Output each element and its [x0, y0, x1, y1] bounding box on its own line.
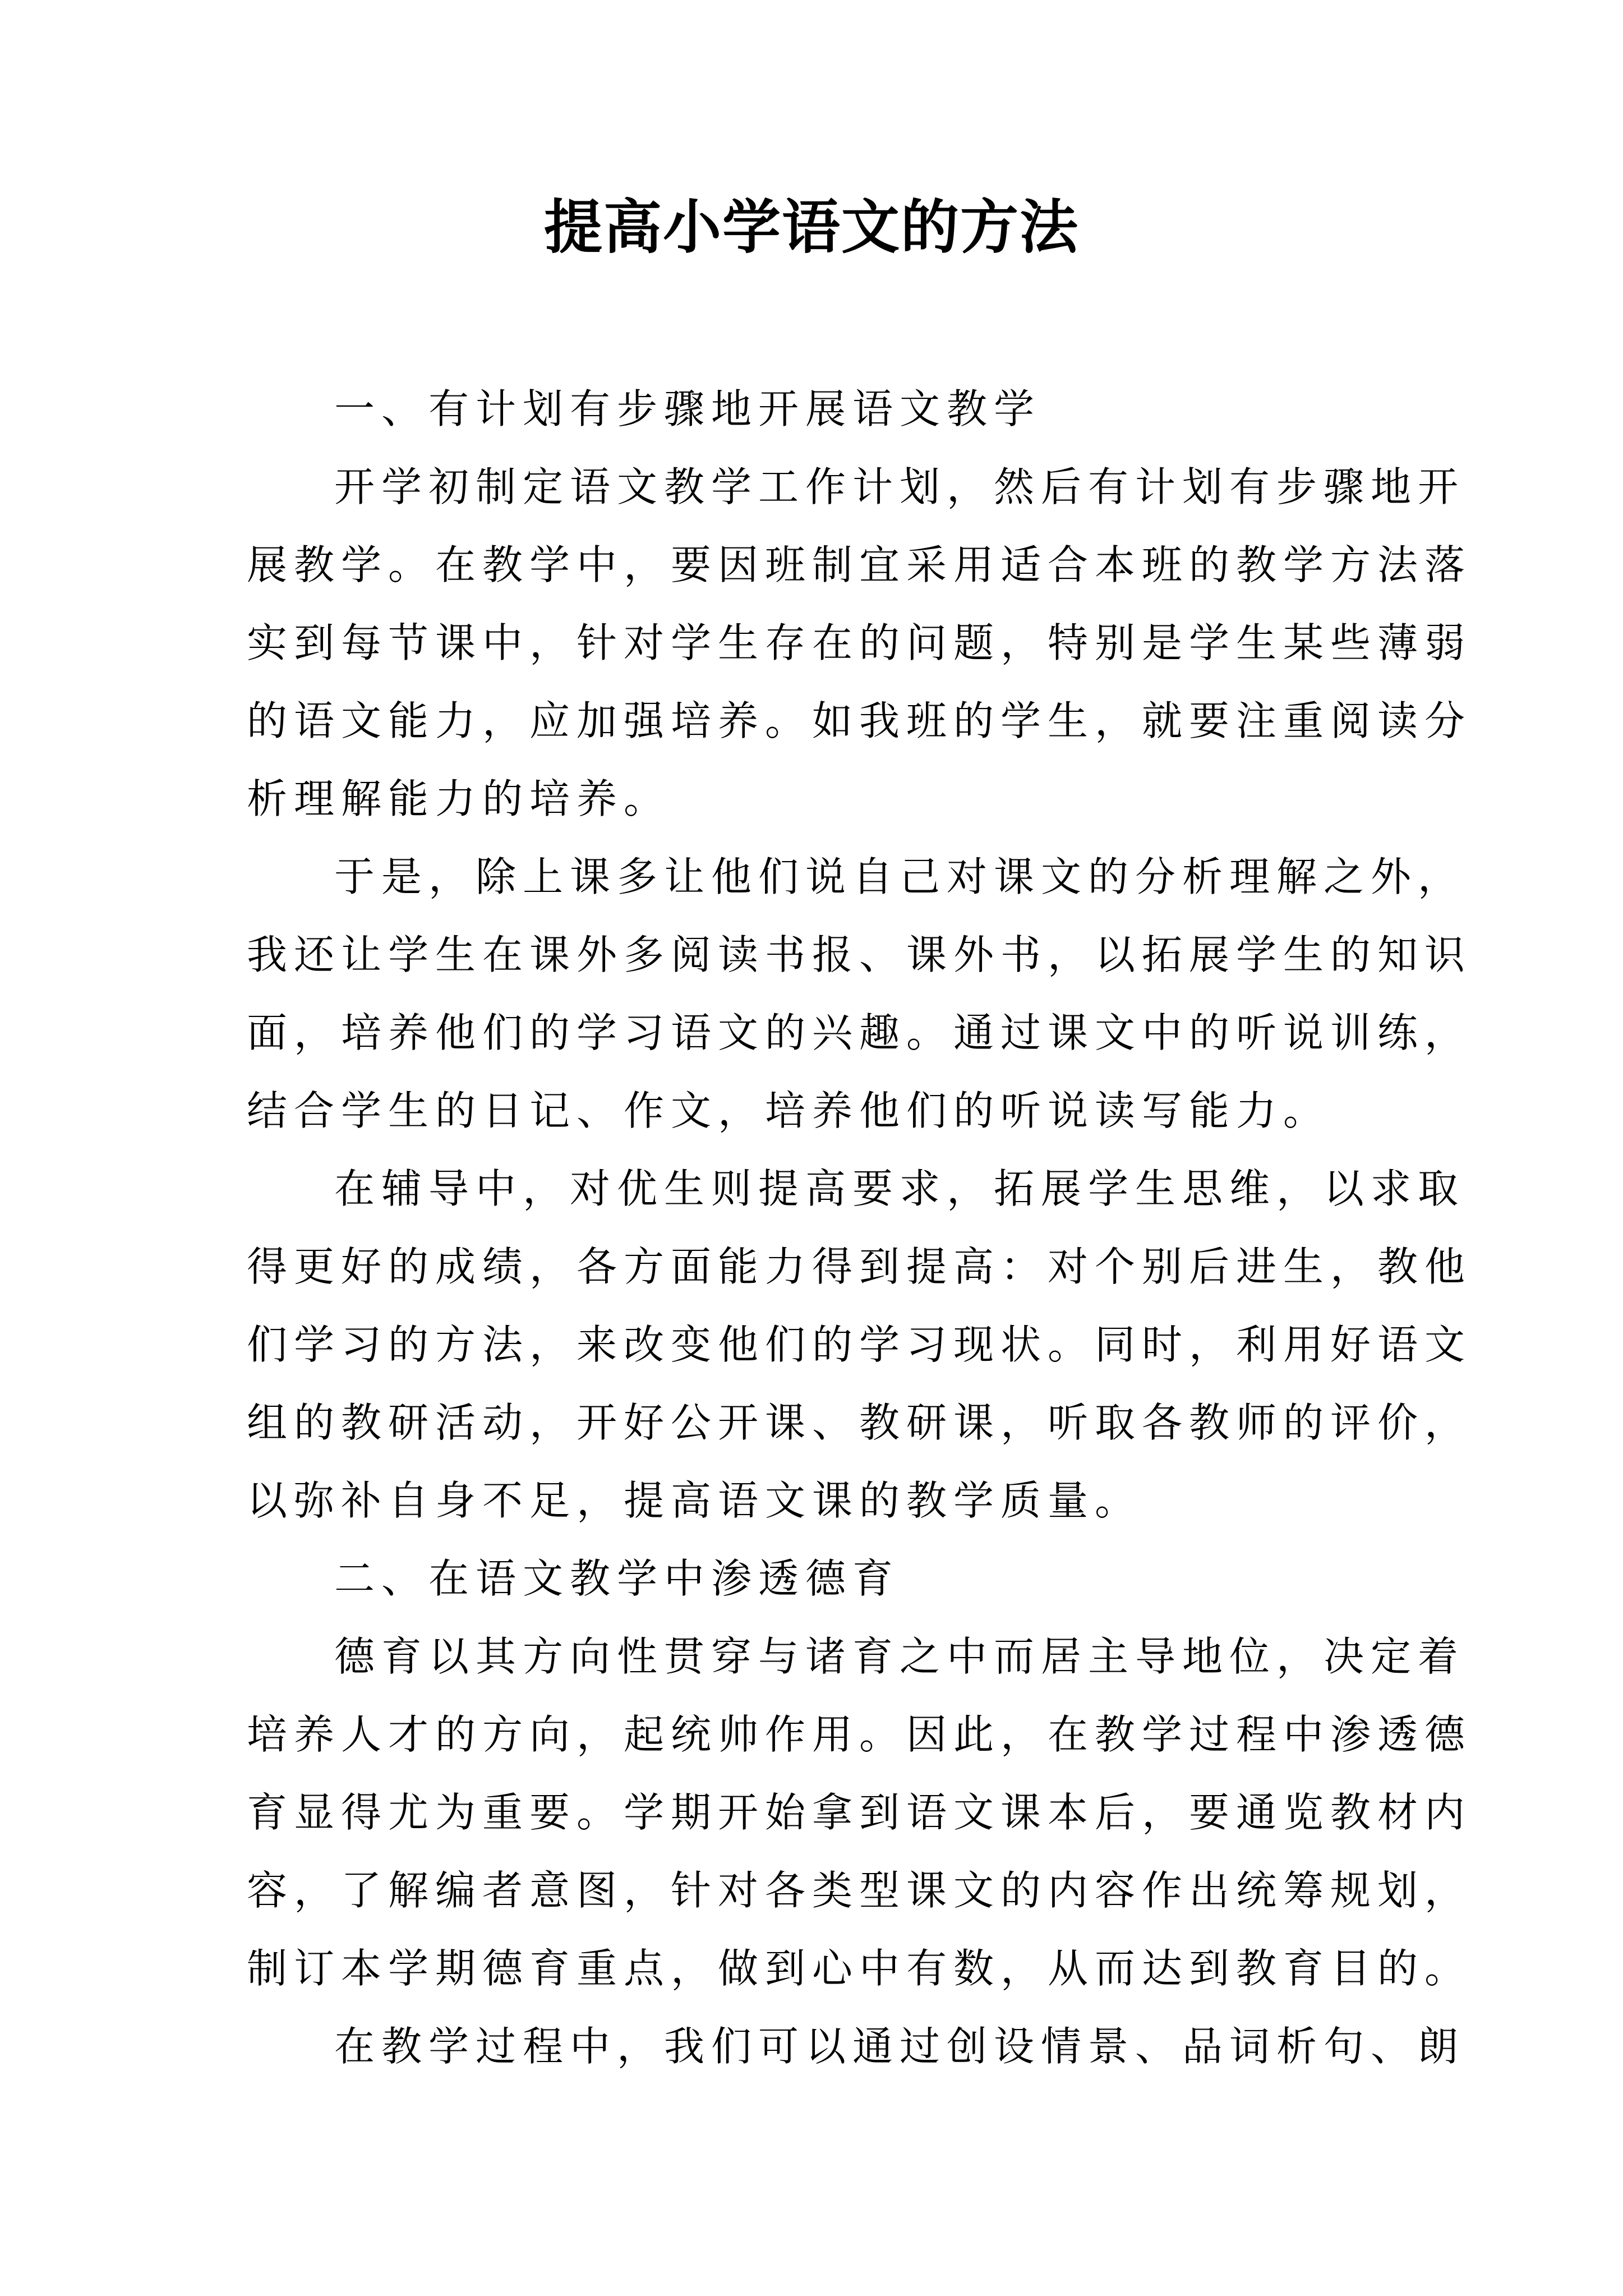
body-line: 面，培养他们的学习语文的兴趣。通过课文中的听说训练，: [247, 1009, 1472, 1056]
body-line: 开学初制定语文教学工作计划，然后有计划有步骤地开: [334, 463, 1465, 510]
body-line: 结合学生的日记、作文，培养他们的听说读写能力。: [247, 1087, 1331, 1134]
body-line: 一、有计划有步骤地开展语文教学: [334, 385, 1041, 432]
document-title: 提高小学语文的方法: [543, 192, 1079, 261]
body-line: 组的教研活动，开好公开课、教研课，听取各教师的评价，: [247, 1399, 1472, 1446]
body-line: 析理解能力的培养。: [247, 775, 671, 822]
body-line: 在教学过程中，我们可以通过创设情景、品词析句、朗: [334, 2023, 1465, 2070]
body-line: 制订本学期德育重点，做到心中有数，从而达到教育目的。: [247, 1945, 1472, 1992]
body-line: 展教学。在教学中，要因班制宜采用适合本班的教学方法落: [247, 541, 1472, 588]
body-line: 的语文能力，应加强培养。如我班的学生，就要注重阅读分: [247, 697, 1472, 744]
body-line: 于是，除上课多让他们说自己对课文的分析理解之外，: [334, 853, 1465, 900]
body-line: 育显得尤为重要。学期开始拿到语文课本后，要通览教材内: [247, 1789, 1472, 1836]
body-line: 容，了解编者意图，针对各类型课文的内容作出统筹规划，: [247, 1867, 1472, 1914]
body-line: 得更好的成绩，各方面能力得到提高：对个别后进生，教他: [247, 1243, 1472, 1290]
body-line: 二、在语文教学中渗透德育: [334, 1555, 900, 1602]
document-body: [247, 370, 1472, 2086]
body-line: 在辅导中，对优生则提高要求，拓展学生思维，以求取: [334, 1165, 1465, 1212]
body-line: 以弥补自身不足，提高语文课的教学质量。: [247, 1477, 1142, 1524]
body-line: 们学习的方法，来改变他们的学习现状。同时，利用好语文: [247, 1321, 1472, 1368]
body-line: 培养人才的方向，起统帅作用。因此，在教学过程中渗透德: [247, 1711, 1472, 1758]
body-line: 我还让学生在课外多阅读书报、课外书，以拓展学生的知识: [247, 931, 1472, 978]
body-line: 德育以其方向性贯穿与诸育之中而居主导地位，决定着: [334, 1633, 1465, 1680]
body-line: 实到每节课中，针对学生存在的问题，特别是学生某些薄弱: [247, 619, 1472, 666]
